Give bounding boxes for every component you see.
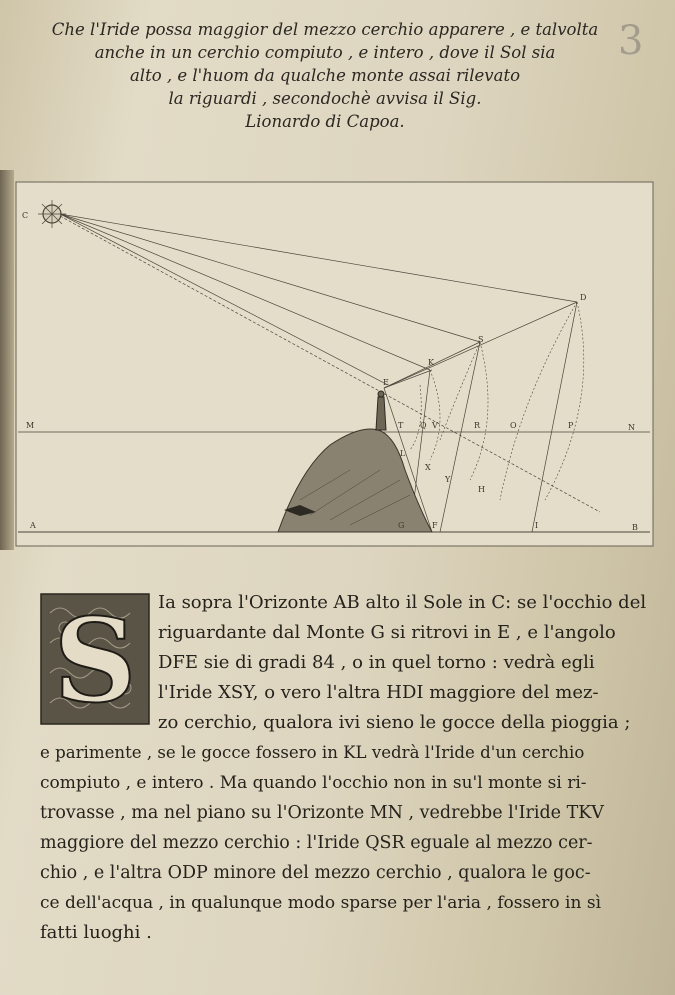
label-T: T [398, 421, 404, 430]
body-line-7: compiuto , e intero . Ma quando l'occhio non in su'l monte si ri- [40, 773, 587, 793]
label-V: V [432, 421, 438, 430]
title-line-5: Lionardo di Capoa. [245, 112, 405, 131]
body-line-4: l'Iride XSY, o vero l'altra HDI maggiore del mez- [158, 682, 599, 703]
label-X: X [425, 463, 431, 472]
label-O: O [510, 421, 517, 430]
rainbow-diagram [0, 180, 675, 560]
title-line-3: alto , e l'huom da qualche monte assai rilevato [129, 66, 521, 85]
label-S: S [478, 335, 484, 344]
label-A: A [30, 521, 36, 530]
body-line-6: e parimente , se le gocce fossero in KL vedrà l'Iride d'un cerchio [40, 743, 585, 762]
body-line-8: trovasse , ma nel piano su l'Orizonte MN , vedrebbe l'Iride TKV [40, 803, 604, 823]
label-G: G [398, 521, 405, 530]
body-line-9: maggiore del mezzo cerchio : l'Iride QSR eguale al mezzo cer- [40, 833, 593, 853]
body-line-2: riguardante dal Monte G si ritrovi in E , e l'angolo [158, 622, 616, 643]
body-text [40, 588, 652, 948]
label-K: K [428, 358, 434, 367]
svg-text:S: S [53, 594, 137, 725]
label-Y: Y [445, 475, 451, 484]
label-L: L [400, 449, 406, 458]
label-N: N [628, 423, 635, 432]
body-line-12: fatti luoghi . [40, 922, 152, 943]
label-E: E [383, 378, 389, 387]
body-line-5: zo cerchio, qualora ivi sieno le gocce della pioggia ; [158, 712, 631, 733]
body-line-10: chio , e l'altra ODP minore del mezzo cerchio , qualora le goc- [40, 863, 591, 883]
label-B: B [632, 523, 638, 532]
page-title [40, 18, 610, 133]
label-M: M [26, 421, 35, 430]
body-line-3: DFE sie di gradi 84 , o in quel torno : vedrà egli [158, 652, 595, 673]
label-I: I [535, 521, 539, 530]
page-number-pencil: 3 [618, 18, 644, 64]
label-Q: Q [420, 421, 427, 430]
label-C: C [22, 211, 29, 220]
label-F: F [432, 521, 438, 530]
label-D: D [580, 293, 587, 302]
title-line-4: la riguardi , secondochè avvisa il Sig. [168, 89, 482, 108]
label-P: P [568, 421, 574, 430]
title-line-2: anche in un cerchio compiuto , e intero , dove il Sol sia [94, 43, 556, 62]
title-line-1: Che l'Iride possa maggior del mezzo cerchio apparere , e talvolta [51, 20, 599, 39]
label-R: R [474, 421, 481, 430]
label-H: H [478, 485, 485, 494]
body-line-11: ce dell'acqua , in qualunque modo sparse per l'aria , fossero in sì [40, 893, 602, 913]
body-line-1: Ia sopra l'Orizonte AB alto il Sole in C: se l'occhio del [158, 592, 647, 613]
